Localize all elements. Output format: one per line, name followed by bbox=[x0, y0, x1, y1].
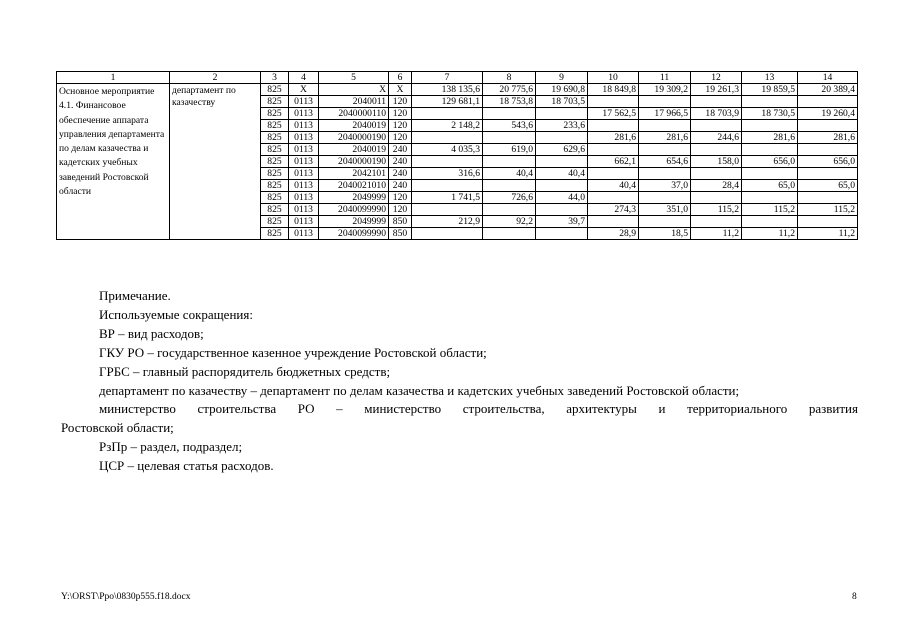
budget-table bbox=[56, 71, 858, 240]
table-cell bbox=[483, 180, 536, 192]
table-cell bbox=[412, 132, 483, 144]
table-cell: 39,7 bbox=[536, 216, 588, 228]
table-cell: 825 bbox=[261, 84, 289, 96]
table-cell bbox=[588, 168, 639, 180]
table-row bbox=[57, 84, 858, 96]
table-cell: 120 bbox=[389, 204, 412, 216]
table-cell: 20 775,6 bbox=[483, 84, 536, 96]
table-cell: 726,6 bbox=[483, 192, 536, 204]
table-cell: 850 bbox=[389, 216, 412, 228]
table-cell: 281,6 bbox=[798, 132, 858, 144]
table-cell: 44,0 bbox=[536, 192, 588, 204]
column-number-header: 3 bbox=[261, 72, 289, 84]
table-cell: 212,9 bbox=[412, 216, 483, 228]
table-cell: 2040099990 bbox=[319, 204, 389, 216]
table-cell: 656,0 bbox=[798, 156, 858, 168]
table-cell: Х bbox=[319, 84, 389, 96]
table-cell: 17 562,5 bbox=[588, 108, 639, 120]
column-number-header: 2 bbox=[170, 72, 261, 84]
responsible-department: департамент по казачеству bbox=[170, 84, 261, 240]
table-cell: 2040099990 bbox=[319, 228, 389, 240]
note-title: Примечание. bbox=[99, 288, 171, 303]
table-cell bbox=[588, 192, 639, 204]
table-cell: 158,0 bbox=[691, 156, 742, 168]
table-cell: 18 753,8 bbox=[483, 96, 536, 108]
table-cell: 2049999 bbox=[319, 216, 389, 228]
table-cell: 115,2 bbox=[691, 204, 742, 216]
table-cell: 40,4 bbox=[536, 168, 588, 180]
table-cell: 2040011 bbox=[319, 96, 389, 108]
table-cell: 0113 bbox=[289, 132, 319, 144]
table-cell: 274,3 bbox=[588, 204, 639, 216]
table-cell: 629,6 bbox=[536, 144, 588, 156]
table-cell bbox=[412, 180, 483, 192]
table-cell: 2040021010 bbox=[319, 180, 389, 192]
table-cell: 825 bbox=[261, 168, 289, 180]
note-abbreviations-heading: Используемые сокращения: bbox=[99, 306, 253, 322]
table-cell: 656,0 bbox=[742, 156, 798, 168]
column-number-header: 1 bbox=[57, 72, 170, 84]
table-cell bbox=[742, 192, 798, 204]
table-cell: 654,6 bbox=[639, 156, 691, 168]
table-cell: 115,2 bbox=[798, 204, 858, 216]
table-header-row bbox=[57, 72, 858, 84]
table-cell bbox=[639, 120, 691, 132]
table-cell bbox=[639, 96, 691, 108]
table-cell: 240 bbox=[389, 144, 412, 156]
table-cell: Х bbox=[289, 84, 319, 96]
table-cell: 240 bbox=[389, 168, 412, 180]
note-csr: ЦСР – целевая статья расходов. bbox=[99, 458, 274, 474]
table-cell bbox=[639, 192, 691, 204]
table-cell: 2 148,2 bbox=[412, 120, 483, 132]
table-cell: 543,6 bbox=[483, 120, 536, 132]
note-vr: ВР – вид расходов; bbox=[99, 325, 204, 341]
column-number-header: 12 bbox=[691, 72, 742, 84]
table-cell: 825 bbox=[261, 204, 289, 216]
table-cell: 19 690,8 bbox=[536, 84, 588, 96]
column-number-header: 5 bbox=[319, 72, 389, 84]
table-cell: 18 703,5 bbox=[536, 96, 588, 108]
table-cell: 115,2 bbox=[742, 204, 798, 216]
page-number: 8 bbox=[852, 592, 857, 602]
table-cell: 825 bbox=[261, 180, 289, 192]
table-cell: 0113 bbox=[289, 96, 319, 108]
table-cell: 120 bbox=[389, 120, 412, 132]
column-number-header: 4 bbox=[289, 72, 319, 84]
note-grbs: ГРБС – главный распорядитель бюджетных средств; bbox=[99, 363, 391, 379]
table-cell bbox=[798, 144, 858, 156]
table-cell bbox=[798, 216, 858, 228]
table-cell: 28,9 bbox=[588, 228, 639, 240]
table-cell: 2040000110 bbox=[319, 108, 389, 120]
table-cell: 11,2 bbox=[691, 228, 742, 240]
table-cell: 4 035,3 bbox=[412, 144, 483, 156]
notes-section bbox=[61, 287, 858, 476]
column-number-header: 6 bbox=[389, 72, 412, 84]
table-cell bbox=[412, 228, 483, 240]
table-cell bbox=[483, 132, 536, 144]
table-cell: 244,6 bbox=[691, 132, 742, 144]
table-cell: 662,1 bbox=[588, 156, 639, 168]
table-cell: 120 bbox=[389, 132, 412, 144]
table-cell bbox=[536, 180, 588, 192]
table-cell: 850 bbox=[389, 228, 412, 240]
table-cell bbox=[483, 156, 536, 168]
table-cell: 120 bbox=[389, 96, 412, 108]
table-cell: 2040019 bbox=[319, 120, 389, 132]
table-cell bbox=[536, 204, 588, 216]
table-cell: 11,2 bbox=[798, 228, 858, 240]
table-cell bbox=[412, 108, 483, 120]
table-cell: 18,5 bbox=[639, 228, 691, 240]
table-cell bbox=[798, 168, 858, 180]
table-cell: 0113 bbox=[289, 228, 319, 240]
table-cell: 825 bbox=[261, 96, 289, 108]
note-ministry-continued: Ростовской области; bbox=[61, 420, 174, 436]
table-cell: 19 260,4 bbox=[798, 108, 858, 120]
table-cell: 138 135,6 bbox=[412, 84, 483, 96]
table-cell: 825 bbox=[261, 108, 289, 120]
table-cell: 2040000190 bbox=[319, 132, 389, 144]
table-cell: 825 bbox=[261, 228, 289, 240]
column-number-header: 11 bbox=[639, 72, 691, 84]
table-cell: 351,0 bbox=[639, 204, 691, 216]
table-cell: 619,0 bbox=[483, 144, 536, 156]
note-gku-ro: ГКУ РО – государственное казенное учреждение Ростовской области; bbox=[99, 344, 487, 360]
table-cell: 0113 bbox=[289, 204, 319, 216]
column-number-header: 8 bbox=[483, 72, 536, 84]
measure-description: Основное мероприятие 4.1. Финансовое обеспечение аппарата управления департамента по делам казачества и кадетских учебных заведений Ростовской области bbox=[57, 84, 170, 240]
table-cell bbox=[483, 204, 536, 216]
column-number-header: 14 bbox=[798, 72, 858, 84]
table-cell: 281,6 bbox=[588, 132, 639, 144]
table-cell bbox=[691, 96, 742, 108]
table-cell bbox=[639, 144, 691, 156]
table-cell: 0113 bbox=[289, 180, 319, 192]
note-ministry: министерство строительства РО – министерство строительства, архитектуры и территориального развития bbox=[99, 401, 858, 417]
table-cell bbox=[691, 216, 742, 228]
table-cell: 316,6 bbox=[412, 168, 483, 180]
table-cell: 240 bbox=[389, 156, 412, 168]
table-cell bbox=[798, 192, 858, 204]
table-cell: 18 703,9 bbox=[691, 108, 742, 120]
table-cell: 28,4 bbox=[691, 180, 742, 192]
table-cell bbox=[742, 96, 798, 108]
table-cell: 0113 bbox=[289, 144, 319, 156]
table-cell: 18 849,8 bbox=[588, 84, 639, 96]
table-cell: 281,6 bbox=[639, 132, 691, 144]
table-cell: 65,0 bbox=[742, 180, 798, 192]
table-cell: 0113 bbox=[289, 192, 319, 204]
table-cell bbox=[536, 228, 588, 240]
table-cell: 0113 bbox=[289, 168, 319, 180]
table-cell bbox=[412, 204, 483, 216]
table-cell bbox=[588, 216, 639, 228]
table-cell: 825 bbox=[261, 216, 289, 228]
table-cell: 825 bbox=[261, 132, 289, 144]
table-cell: 0113 bbox=[289, 108, 319, 120]
table-cell: 40,4 bbox=[483, 168, 536, 180]
table-cell: 2040000190 bbox=[319, 156, 389, 168]
column-number-header: 10 bbox=[588, 72, 639, 84]
table-cell: 11,2 bbox=[742, 228, 798, 240]
table-cell: 37,0 bbox=[639, 180, 691, 192]
column-number-header: 13 bbox=[742, 72, 798, 84]
table-cell: 129 681,1 bbox=[412, 96, 483, 108]
note-department: департамент по казачеству – департамент по делам казачества и кадетских учебных заведений Ростовской области; bbox=[99, 382, 740, 398]
table-cell: 19 859,5 bbox=[742, 84, 798, 96]
table-cell: 19 309,2 bbox=[639, 84, 691, 96]
table-cell bbox=[536, 132, 588, 144]
table-cell: 233,6 bbox=[536, 120, 588, 132]
table-cell bbox=[691, 120, 742, 132]
table-cell bbox=[691, 144, 742, 156]
table-cell: 2040019 bbox=[319, 144, 389, 156]
footer-file-path: Y:\ORST\Ppo\0830p555.f18.docx bbox=[61, 592, 191, 602]
table-cell bbox=[742, 168, 798, 180]
table-cell bbox=[588, 120, 639, 132]
table-cell: 17 966,5 bbox=[639, 108, 691, 120]
table-cell: 65,0 bbox=[798, 180, 858, 192]
table-cell: 825 bbox=[261, 120, 289, 132]
column-number-header: 7 bbox=[412, 72, 483, 84]
table-cell: Х bbox=[389, 84, 412, 96]
table-cell bbox=[536, 156, 588, 168]
table-cell: 120 bbox=[389, 192, 412, 204]
table-cell bbox=[742, 144, 798, 156]
table-cell: 120 bbox=[389, 108, 412, 120]
table-cell bbox=[639, 168, 691, 180]
table-cell bbox=[742, 120, 798, 132]
table-cell: 92,2 bbox=[483, 216, 536, 228]
table-cell bbox=[536, 108, 588, 120]
table-cell: 240 bbox=[389, 180, 412, 192]
table-cell bbox=[691, 168, 742, 180]
table-cell bbox=[639, 216, 691, 228]
table-cell: 40,4 bbox=[588, 180, 639, 192]
table-cell bbox=[412, 156, 483, 168]
table-cell: 825 bbox=[261, 156, 289, 168]
table-cell: 2049999 bbox=[319, 192, 389, 204]
table-cell: 0113 bbox=[289, 156, 319, 168]
note-rzpr: РзПр – раздел, подраздел; bbox=[99, 439, 243, 455]
table-cell: 19 261,3 bbox=[691, 84, 742, 96]
table-cell: 825 bbox=[261, 144, 289, 156]
table-cell: 825 bbox=[261, 192, 289, 204]
table-cell: 0113 bbox=[289, 120, 319, 132]
table-cell bbox=[483, 108, 536, 120]
table-cell bbox=[588, 96, 639, 108]
table-cell bbox=[483, 228, 536, 240]
table-cell: 18 730,5 bbox=[742, 108, 798, 120]
table-cell bbox=[691, 192, 742, 204]
table-cell bbox=[588, 144, 639, 156]
table-cell bbox=[798, 96, 858, 108]
table-cell: 281,6 bbox=[742, 132, 798, 144]
column-number-header: 9 bbox=[536, 72, 588, 84]
table-cell bbox=[798, 120, 858, 132]
table-cell: 2042101 bbox=[319, 168, 389, 180]
table-cell: 0113 bbox=[289, 216, 319, 228]
table-cell: 20 389,4 bbox=[798, 84, 858, 96]
table-cell bbox=[742, 216, 798, 228]
table-cell: 1 741,5 bbox=[412, 192, 483, 204]
